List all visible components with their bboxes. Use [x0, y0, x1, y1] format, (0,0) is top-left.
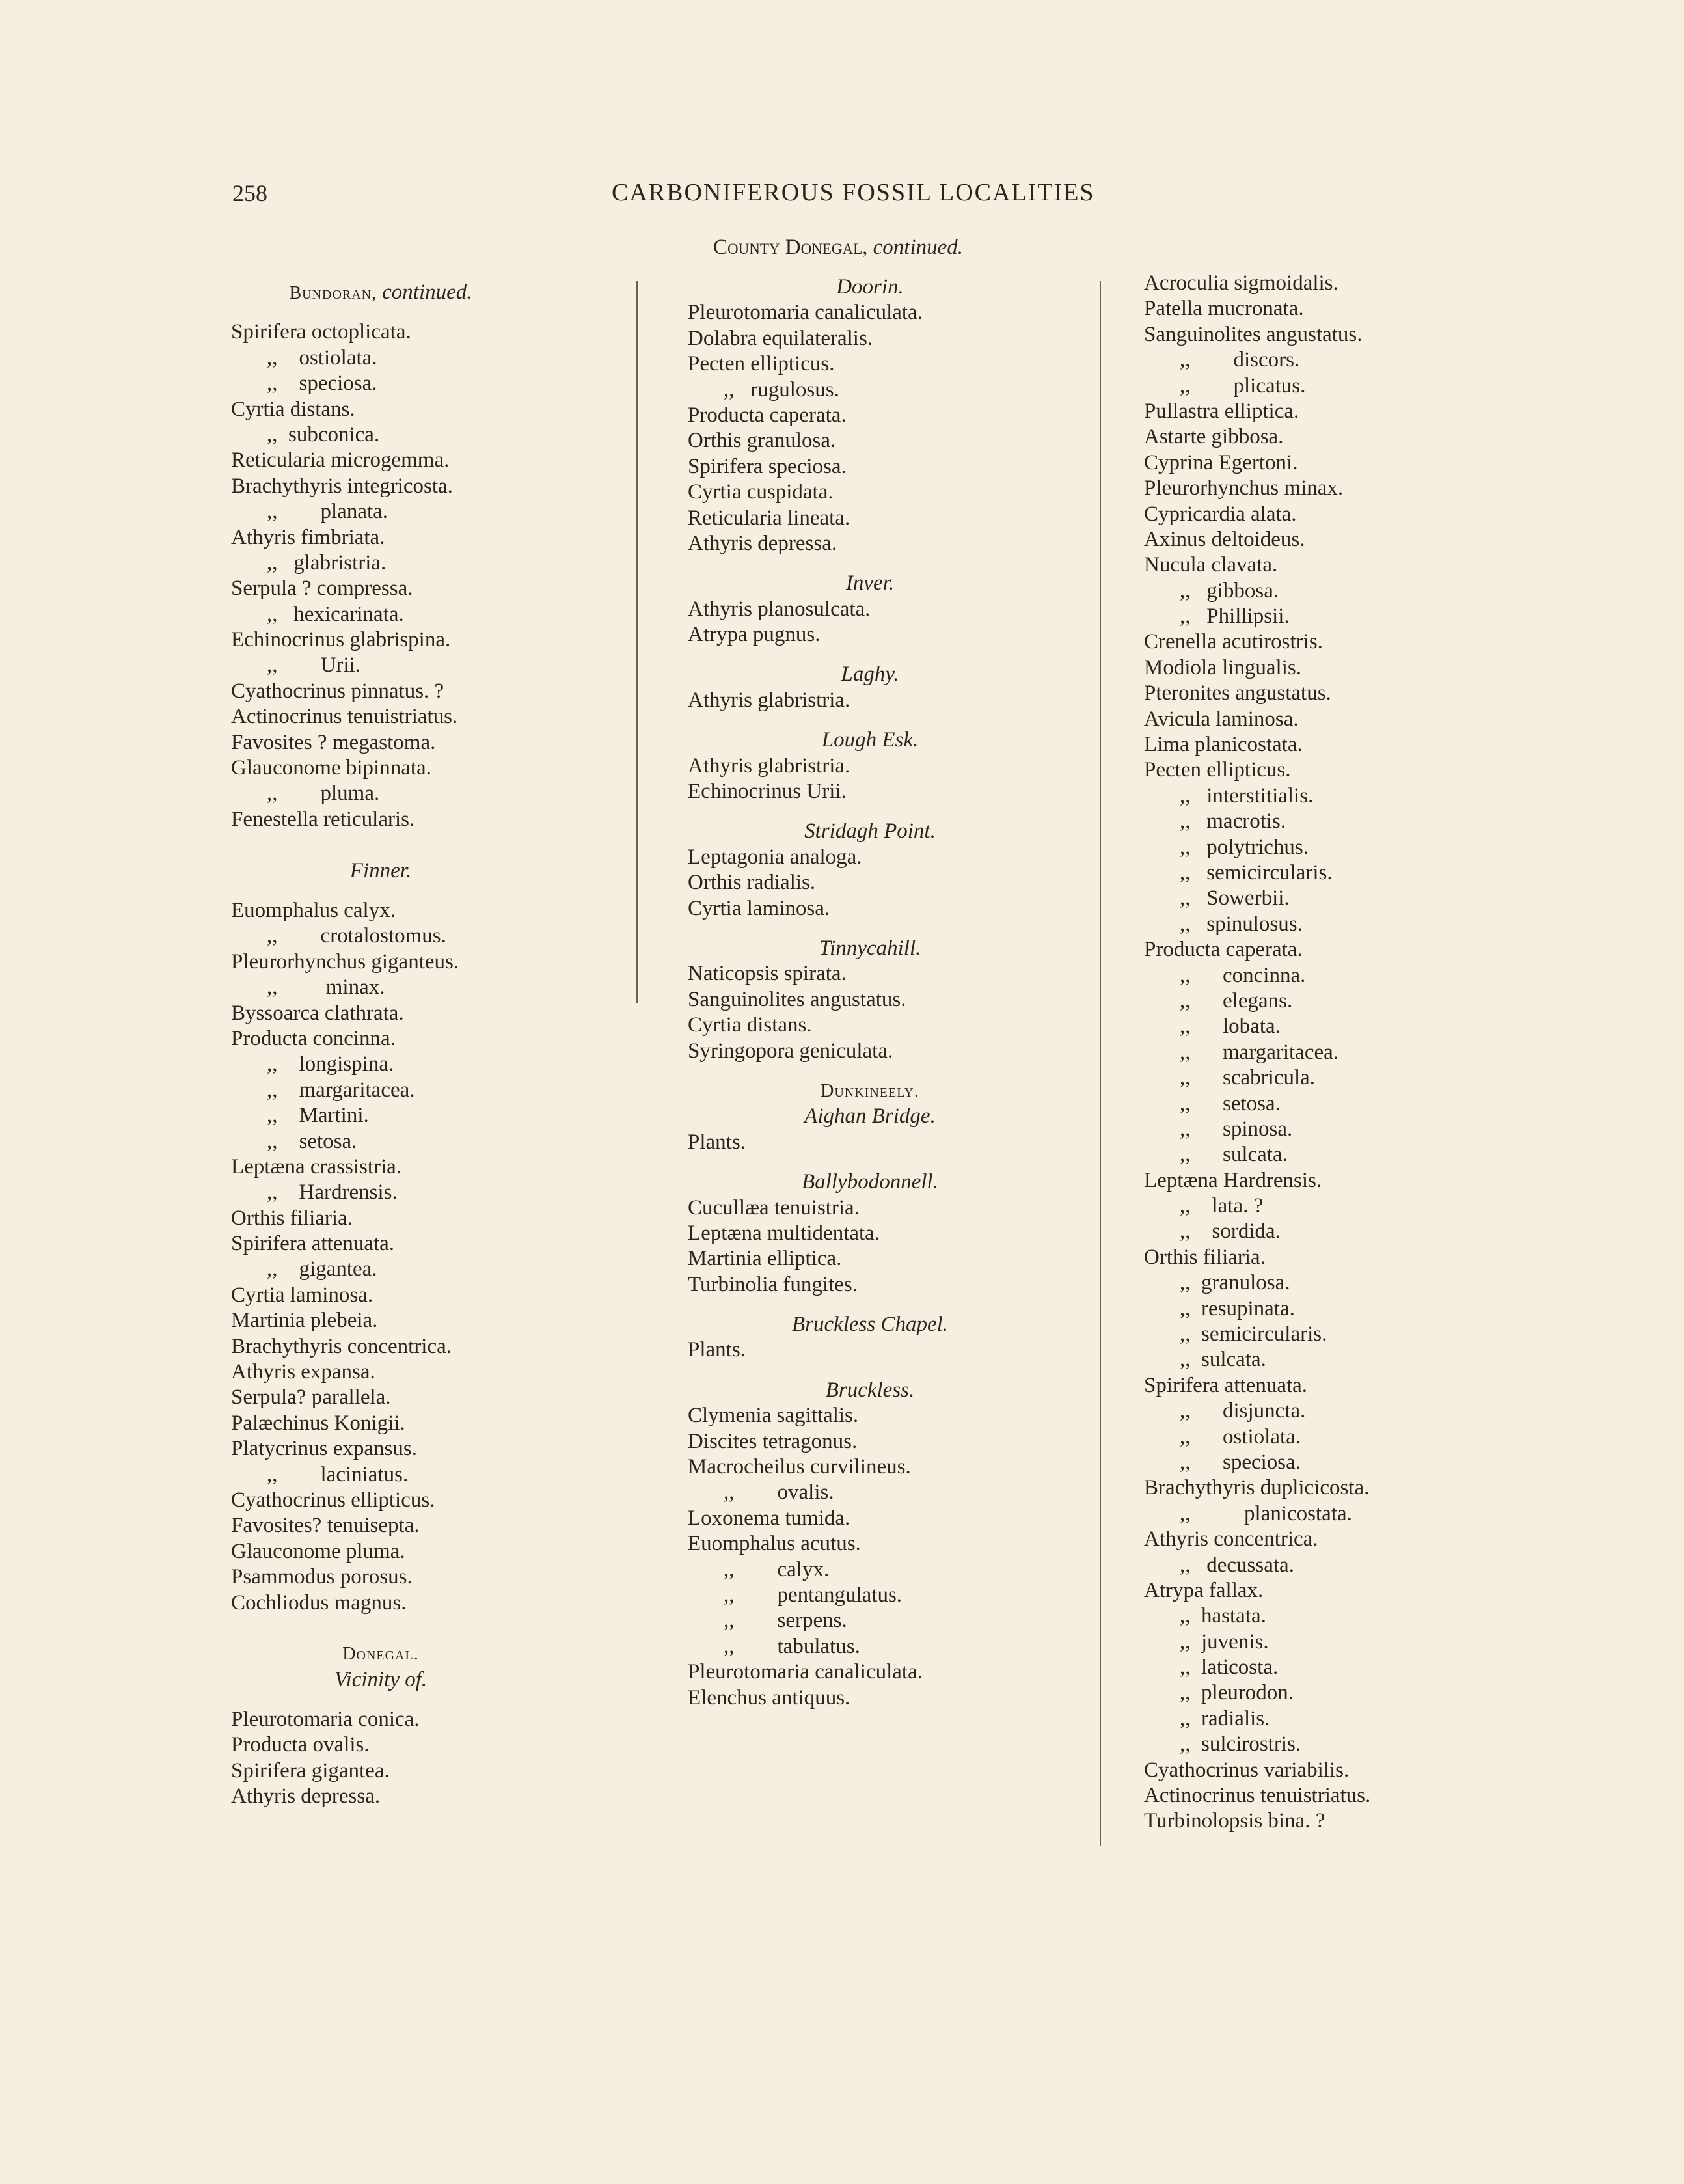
section-heading-donegal: Donegal. [342, 1644, 419, 1665]
species-entry: ,, semicircularis. [1180, 1322, 1327, 1346]
species-entry: ,, scabricula. [1180, 1066, 1316, 1090]
species-entry: Euomphalus acutus. [688, 1532, 861, 1556]
species-entry: ,, lobata. [1180, 1015, 1281, 1039]
species-entry: Atrypa pugnus. [688, 623, 821, 647]
species-entry: Athyris concentrica. [1144, 1527, 1318, 1551]
list-bruckless [688, 1403, 1052, 1711]
species-entry: Glauconome pluma. [231, 1539, 405, 1563]
species-entry: Orthis radialis. [688, 871, 816, 895]
page-number: 258 [232, 180, 267, 206]
column-3 [1144, 271, 1508, 1835]
list-lough-esk [688, 754, 1052, 805]
list-stridagh-point [688, 845, 1052, 921]
species-entry: Pullastra elliptica. [1144, 399, 1299, 423]
species-entry: ,, subconica. [267, 422, 380, 446]
species-entry: Leptæna multidentata. [688, 1221, 880, 1245]
continued-label: continued. [382, 280, 472, 304]
species-entry: Turbinolopsis bina. ? [1144, 1809, 1325, 1833]
species-entry: Cyrtia distans. [231, 397, 355, 421]
species-entry: Brachythyris concentrica. [231, 1334, 452, 1358]
section-heading-bruckless-chapel: Bruckless Chapel. [791, 1313, 949, 1337]
list-ballybodonnell [688, 1195, 1052, 1298]
list-aighan-bridge [688, 1130, 1052, 1155]
species-entry: ,, disjuncta. [1180, 1399, 1306, 1423]
section-heading-aighan-bridge: Aighan Bridge. [804, 1104, 936, 1128]
species-entry: Leptæna crassistria. [231, 1154, 402, 1179]
species-entry: ,, crotalostomus. [267, 924, 446, 948]
species-entry: Producta concinna. [231, 1026, 396, 1050]
species-entry: ,, interstitialis. [1180, 784, 1314, 808]
species-entry: Axinus deltoideus. [1144, 527, 1305, 551]
species-entry: Euomphalus calyx. [231, 898, 396, 922]
species-entry: Cyrtia laminosa. [231, 1283, 373, 1307]
section-heading-ballybodonnell: Ballybodonnell. [802, 1170, 938, 1194]
species-entry: Martinia elliptica. [688, 1247, 842, 1271]
species-entry: Athyris glabristria. [688, 688, 850, 712]
species-entry: ,, radialis. [1180, 1706, 1270, 1730]
species-entry: ,, macrotis. [1180, 810, 1286, 834]
species-entry: ,, hastata. [1180, 1604, 1266, 1628]
place-name: Bundoran, [289, 283, 377, 303]
species-entry: Spirifera attenuata. [231, 1232, 395, 1256]
list-inver [688, 597, 1052, 648]
species-entry: Crenella acutirostris. [1144, 630, 1323, 654]
species-entry: ,, margaritacea. [267, 1078, 415, 1102]
running-title: CARBONIFEROUS FOSSIL LOCALITIES [612, 179, 1095, 206]
species-entry: Cyrtia distans. [688, 1013, 812, 1037]
species-entry: Spirifera gigantea. [231, 1758, 390, 1782]
species-entry: Pleurorhynchus minax. [1144, 476, 1344, 500]
species-entry: ,, gigantea. [267, 1257, 377, 1281]
species-entry: ,, rugulosus. [724, 377, 839, 402]
species-entry: Palæchinus Konigii. [231, 1411, 405, 1435]
species-entry: Favosites ? megastoma. [231, 730, 436, 754]
species-entry: Athyris glabristria. [688, 754, 850, 778]
section-heading-bruckless: Bruckless. [825, 1378, 915, 1402]
species-entry: Glauconome bipinnata. [231, 756, 431, 780]
species-entry: ,, Sowerbii. [1180, 886, 1290, 910]
species-entry: ,, spinosa. [1180, 1117, 1293, 1141]
species-entry: Athyris depressa. [688, 531, 837, 555]
species-entry: Cyathocrinus pinnatus. ? [231, 679, 444, 703]
column-2 [688, 275, 1052, 1711]
species-entry: Lima planicostata. [1144, 733, 1303, 757]
species-entry: Echinocrinus Urii. [688, 780, 847, 804]
species-entry: ,, minax. [267, 976, 385, 1000]
species-entry: Pecten ellipticus. [688, 352, 835, 376]
county-name: County Donegal, [713, 236, 868, 259]
species-entry: Elenchus antiquus. [688, 1686, 850, 1710]
species-entry: Loxonema tumida. [688, 1506, 850, 1530]
species-entry: Leptagonia analoga. [688, 845, 862, 869]
species-entry: ,, ovalis. [724, 1481, 834, 1505]
section-heading-bundoran [231, 280, 530, 305]
species-entry: Cyathocrinus ellipticus. [231, 1488, 435, 1512]
species-entry: Acroculia sigmoidalis. [1144, 271, 1338, 295]
species-entry: Macrocheilus curvilineus. [688, 1455, 911, 1479]
species-entry: Orthis granulosa. [688, 429, 836, 453]
species-entry: Sanguinolites angustatus. [1144, 322, 1363, 346]
species-entry: Sanguinolites angustatus. [688, 987, 906, 1011]
species-entry: Clymenia sagittalis. [688, 1404, 859, 1428]
species-entry: ,, juvenis. [1180, 1630, 1269, 1654]
section-heading-lough-esk: Lough Esk. [821, 728, 919, 752]
species-entry: ,, discors. [1180, 348, 1300, 372]
species-entry: ,, gibbosa. [1180, 579, 1279, 603]
list-bruckless-chapel [688, 1337, 1052, 1363]
species-entry: ,, setosa. [1180, 1091, 1281, 1115]
species-entry: ,, plicatus. [1180, 374, 1306, 398]
species-entry: Atrypa fallax. [1144, 1578, 1264, 1602]
species-entry: Cyprina Egertoni. [1144, 450, 1298, 474]
species-entry: Cyrtia laminosa. [688, 896, 830, 920]
species-entry: ,, speciosa. [1180, 1450, 1301, 1474]
species-entry: Cucullæa tenuistria. [688, 1195, 860, 1220]
species-entry: Turbinolia fungites. [688, 1272, 858, 1296]
species-entry: ,, lata. ? [1180, 1194, 1264, 1218]
species-entry: Pleurorhynchus giganteus. [231, 949, 459, 974]
species-entry: Modiola lingualis. [1144, 655, 1301, 679]
section-heading-laghy: Laghy. [841, 662, 899, 687]
species-entry: Leptæna Hardrensis. [1144, 1168, 1322, 1192]
species-entry: ,, hexicarinata. [267, 602, 404, 626]
species-entry: Pleurotomaria canaliculata. [688, 301, 923, 325]
list-doorin [688, 300, 1052, 556]
species-entry: ,, decussata. [1180, 1553, 1294, 1577]
county-continued: continued. [873, 236, 964, 259]
section-heading-doorin: Doorin. [836, 275, 904, 299]
species-entry: Cochliodus magnus. [231, 1590, 407, 1615]
species-entry: ,, ostiolata. [267, 346, 377, 370]
species-entry: Spirifera octoplicata. [231, 320, 411, 344]
species-entry: Nucula clavata. [1144, 553, 1278, 577]
species-entry: ,, margaritacea. [1180, 1040, 1339, 1064]
species-entry: ,, spinulosus. [1180, 912, 1303, 936]
species-entry: ,, sulcata. [1180, 1143, 1288, 1167]
species-entry: Reticularia lineata. [688, 506, 850, 530]
species-entry: Pecten ellipticus. [1144, 758, 1291, 782]
species-entry: ,, sordida. [1180, 1220, 1281, 1244]
section-heading-finner: Finner. [349, 858, 412, 882]
species-entry: ,, Phillipsii. [1180, 605, 1290, 629]
species-entry: ,, concinna. [1180, 963, 1306, 987]
species-entry: ,, sulcata. [1180, 1348, 1266, 1372]
species-entry: Naticopsis spirata. [688, 962, 847, 986]
species-entry: Cyrtia cuspidata. [688, 480, 834, 504]
list-laghy [688, 688, 1052, 713]
species-entry: Actinocrinus tenuistriatus. [231, 705, 458, 729]
species-entry: Fenestella reticularis. [231, 807, 415, 831]
species-entry: Athyris expansa. [231, 1360, 375, 1384]
species-entry: Discites tetragonus. [688, 1429, 858, 1453]
species-entry: Reticularia microgemma. [231, 448, 450, 472]
species-entry: ,, ostiolata. [1180, 1425, 1301, 1449]
species-entry: Orthis filiaria. [1144, 1245, 1266, 1269]
species-entry: Producta ovalis. [231, 1733, 370, 1757]
column-rule-right [1100, 281, 1101, 1846]
species-entry: Platycrinus expansus. [231, 1437, 417, 1461]
species-entry: Serpula ? compressa. [231, 577, 413, 601]
species-entry: Byssoarca clathrata. [231, 1001, 404, 1025]
section-heading-inver: Inver. [845, 571, 895, 595]
species-entry: ,, tabulatus. [724, 1634, 860, 1658]
species-entry: ,, longispina. [267, 1052, 394, 1076]
species-entry: Cypricardia alata. [1144, 502, 1297, 526]
species-entry: ,, laticosta. [1180, 1656, 1279, 1680]
species-entry: ,, planata. [267, 500, 388, 524]
species-entry: ,, Hardrensis. [267, 1181, 398, 1205]
species-entry: Avicula laminosa. [1144, 707, 1299, 731]
species-entry: Athyris fimbriata. [231, 525, 385, 549]
section-heading-tinnycahill: Tinnycahill. [819, 936, 921, 960]
species-entry: Spirifera speciosa. [688, 454, 847, 478]
species-entry: Favosites? tenuisepta. [231, 1514, 420, 1538]
species-entry: ,, planicostata. [1180, 1501, 1352, 1525]
species-entry: Producta caperata. [1144, 938, 1303, 962]
species-entry: Plants. [688, 1130, 746, 1154]
list-tinnycahill [688, 961, 1052, 1064]
species-entry: Athyris depressa. [231, 1784, 381, 1809]
list-donegal [231, 1707, 530, 1810]
species-entry: Orthis filiaria. [231, 1206, 353, 1230]
species-entry: Pleurotomaria conica. [231, 1708, 420, 1732]
section-heading-stridagh-point: Stridagh Point. [804, 819, 936, 843]
species-entry: ,, pentangulatus. [724, 1583, 903, 1607]
species-entry: Pteronites angustatus. [1144, 681, 1331, 705]
species-entry: Psammodus porosus. [231, 1565, 413, 1589]
species-entry: ,, resupinata. [1180, 1296, 1295, 1320]
species-entry: Astarte gibbosa. [1144, 425, 1284, 449]
species-entry: Spirifera attenuata. [1144, 1373, 1308, 1397]
species-entry: ,, serpens. [724, 1609, 847, 1633]
species-entry: ,, Urii. [267, 653, 360, 677]
section-heading-dunkineely: Dunkineely. [821, 1080, 919, 1101]
species-entry: ,, calyx. [724, 1557, 830, 1581]
species-entry: ,, elegans. [1180, 989, 1293, 1013]
species-entry: Actinocrinus tenuistriatus. [1144, 1784, 1371, 1808]
species-entry: ,, laciniatus. [267, 1462, 409, 1486]
species-entry: Athyris planosulcata. [688, 597, 871, 621]
species-entry: Echinocrinus glabrispina. [231, 628, 451, 652]
species-entry: ,, pluma. [267, 782, 380, 806]
species-entry: ,, speciosa. [267, 372, 377, 396]
species-entry: ,, Martini. [267, 1104, 369, 1128]
species-entry: Pleurotomaria canaliculata. [688, 1660, 923, 1684]
list-bundoran [231, 320, 530, 832]
species-entry: Patella mucronata. [1144, 297, 1304, 321]
species-entry: Cyathocrinus variabilis. [1144, 1758, 1350, 1782]
list-column-3 [1144, 271, 1508, 1835]
species-entry: Brachythyris duplicicosta. [1144, 1476, 1370, 1500]
column-rule-left [636, 281, 638, 1003]
species-entry: ,, sulcirostris. [1180, 1732, 1301, 1756]
species-entry: Brachythyris integricosta. [231, 474, 453, 498]
species-entry: Martinia plebeia. [231, 1309, 378, 1333]
species-entry: ,, semicircularis. [1180, 860, 1333, 884]
species-entry: Serpula? parallela. [231, 1385, 391, 1410]
species-entry: Plants. [688, 1338, 746, 1362]
species-entry: ,, polytrichus. [1180, 835, 1309, 859]
species-entry: ,, pleurodon. [1180, 1681, 1294, 1705]
species-entry: Syringopora geniculata. [688, 1039, 893, 1063]
species-entry: Dolabra equilateralis. [688, 326, 873, 350]
species-entry: ,, granulosa. [1180, 1271, 1290, 1295]
county-heading [713, 236, 963, 260]
species-entry: Producta caperata. [688, 403, 847, 427]
species-entry: ,, glabristria. [267, 551, 387, 575]
list-finner [231, 898, 530, 1616]
column-1 [231, 280, 530, 1810]
species-entry: ,, setosa. [267, 1129, 357, 1153]
section-heading-vicinity: Vicinity of. [334, 1667, 428, 1691]
